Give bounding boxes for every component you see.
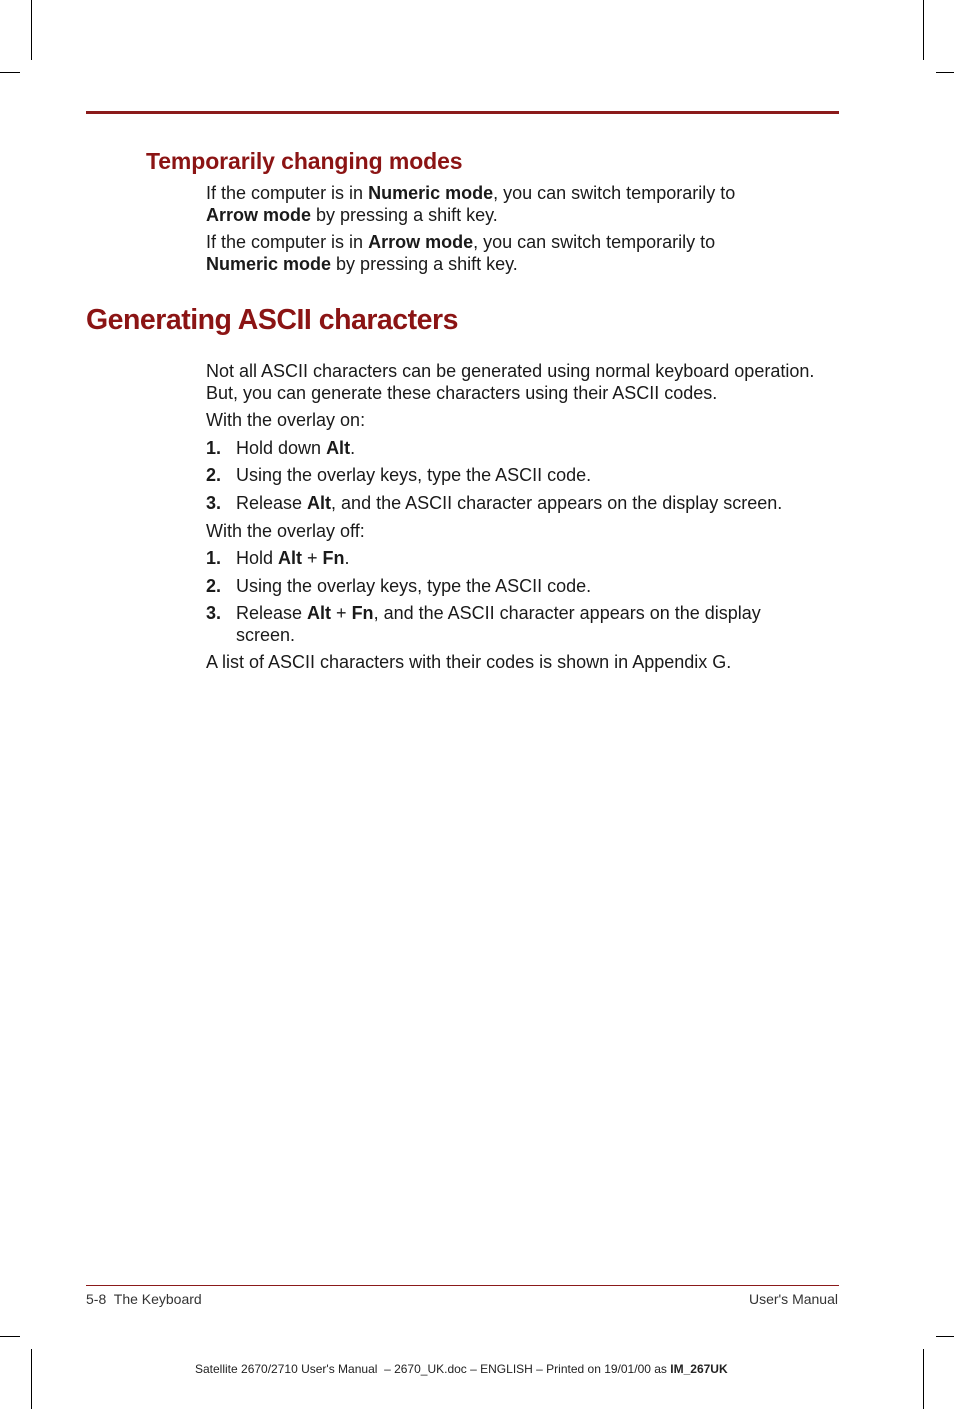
text: Hold	[236, 548, 279, 568]
bold-term: Numeric mode	[368, 183, 494, 203]
crop-mark-top-right-vertical	[923, 0, 924, 60]
step-number: 1.	[206, 438, 222, 458]
bold-term: Numeric mode	[206, 253, 332, 274]
step-number: 3.	[206, 493, 222, 513]
text: Not all ASCII characters can be generated using normal keyboard operation.	[206, 361, 815, 381]
text: .	[344, 548, 350, 568]
step-text: Using the overlay keys, type the ASCII code.	[236, 465, 592, 485]
text: , and the ASCII character appears on the display	[373, 603, 761, 623]
chapter-heading: Generating ASCII characters	[86, 304, 458, 336]
crop-mark-top-left-vertical	[31, 0, 32, 60]
key-name: Alt	[307, 493, 332, 513]
text: by pressing a shift key.	[331, 253, 518, 274]
crop-mark-bottom-right-horizontal	[936, 1336, 954, 1337]
closing-paragraph: A list of ASCII characters with their codes is shown in Appendix G.	[206, 652, 732, 672]
text: Release	[236, 493, 308, 513]
header-rule	[86, 111, 839, 114]
step-text: Using the overlay keys, type the ASCII code.	[236, 576, 592, 596]
key-name: Fn	[322, 548, 345, 568]
text: Hold down	[236, 438, 327, 458]
list-item	[206, 493, 846, 515]
crop-mark-bottom-left-vertical	[31, 1349, 32, 1409]
step-number: 3.	[206, 603, 222, 623]
bold-term: Arrow mode	[368, 232, 474, 252]
crop-mark-top-left-horizontal	[0, 72, 20, 73]
list-item	[206, 438, 846, 460]
list-item	[206, 465, 846, 487]
crop-mark-bottom-left-horizontal	[0, 1336, 20, 1337]
section-paragraph-2	[206, 232, 846, 275]
section-heading: Temporarily changing modes	[146, 148, 463, 174]
text: If the computer is in	[206, 232, 369, 252]
list-item	[206, 603, 846, 646]
text: screen.	[236, 624, 296, 645]
overlay-on-label: With the overlay on:	[206, 410, 366, 430]
text: .	[350, 438, 356, 458]
key-name: Alt	[326, 438, 351, 458]
text: +	[331, 603, 352, 623]
footer-rule	[86, 1285, 839, 1286]
footer-manual-label: User's Manual	[748, 1291, 838, 1307]
bold-term: Arrow mode	[206, 204, 312, 225]
text: , and the ASCII character appears on the display screen.	[331, 493, 783, 513]
key-name: Alt	[307, 603, 332, 623]
step-number: 2.	[206, 576, 222, 596]
section-paragraph-1	[206, 183, 846, 226]
crop-mark-bottom-right-vertical	[923, 1349, 924, 1409]
text: But, you can generate these characters using their ASCII codes.	[206, 382, 718, 403]
text: Release	[236, 603, 308, 623]
crop-mark-top-right-horizontal	[936, 72, 954, 73]
key-name: Alt	[278, 548, 303, 568]
list-item	[206, 576, 846, 598]
list-item	[206, 548, 846, 570]
print-info	[195, 1362, 728, 1376]
text: , you can switch temporarily to	[493, 183, 736, 203]
text: by pressing a shift key.	[311, 204, 498, 225]
text: +	[302, 548, 323, 568]
overlay-off-label: With the overlay off:	[206, 521, 365, 541]
text: If the computer is in	[206, 183, 369, 203]
print-info-text: Satellite 2670/2710 User's Manual – 2670_UK.doc – ENGLISH – Printed on 19/01/00 as	[195, 1362, 671, 1376]
step-number: 1.	[206, 548, 222, 568]
footer-page-label: 5-8 The Keyboard	[86, 1291, 202, 1307]
key-name: Fn	[351, 603, 374, 623]
text: , you can switch temporarily to	[473, 232, 716, 252]
intro-paragraph	[206, 361, 846, 404]
step-number: 2.	[206, 465, 222, 485]
print-info-code: IM_267UK	[670, 1362, 728, 1376]
